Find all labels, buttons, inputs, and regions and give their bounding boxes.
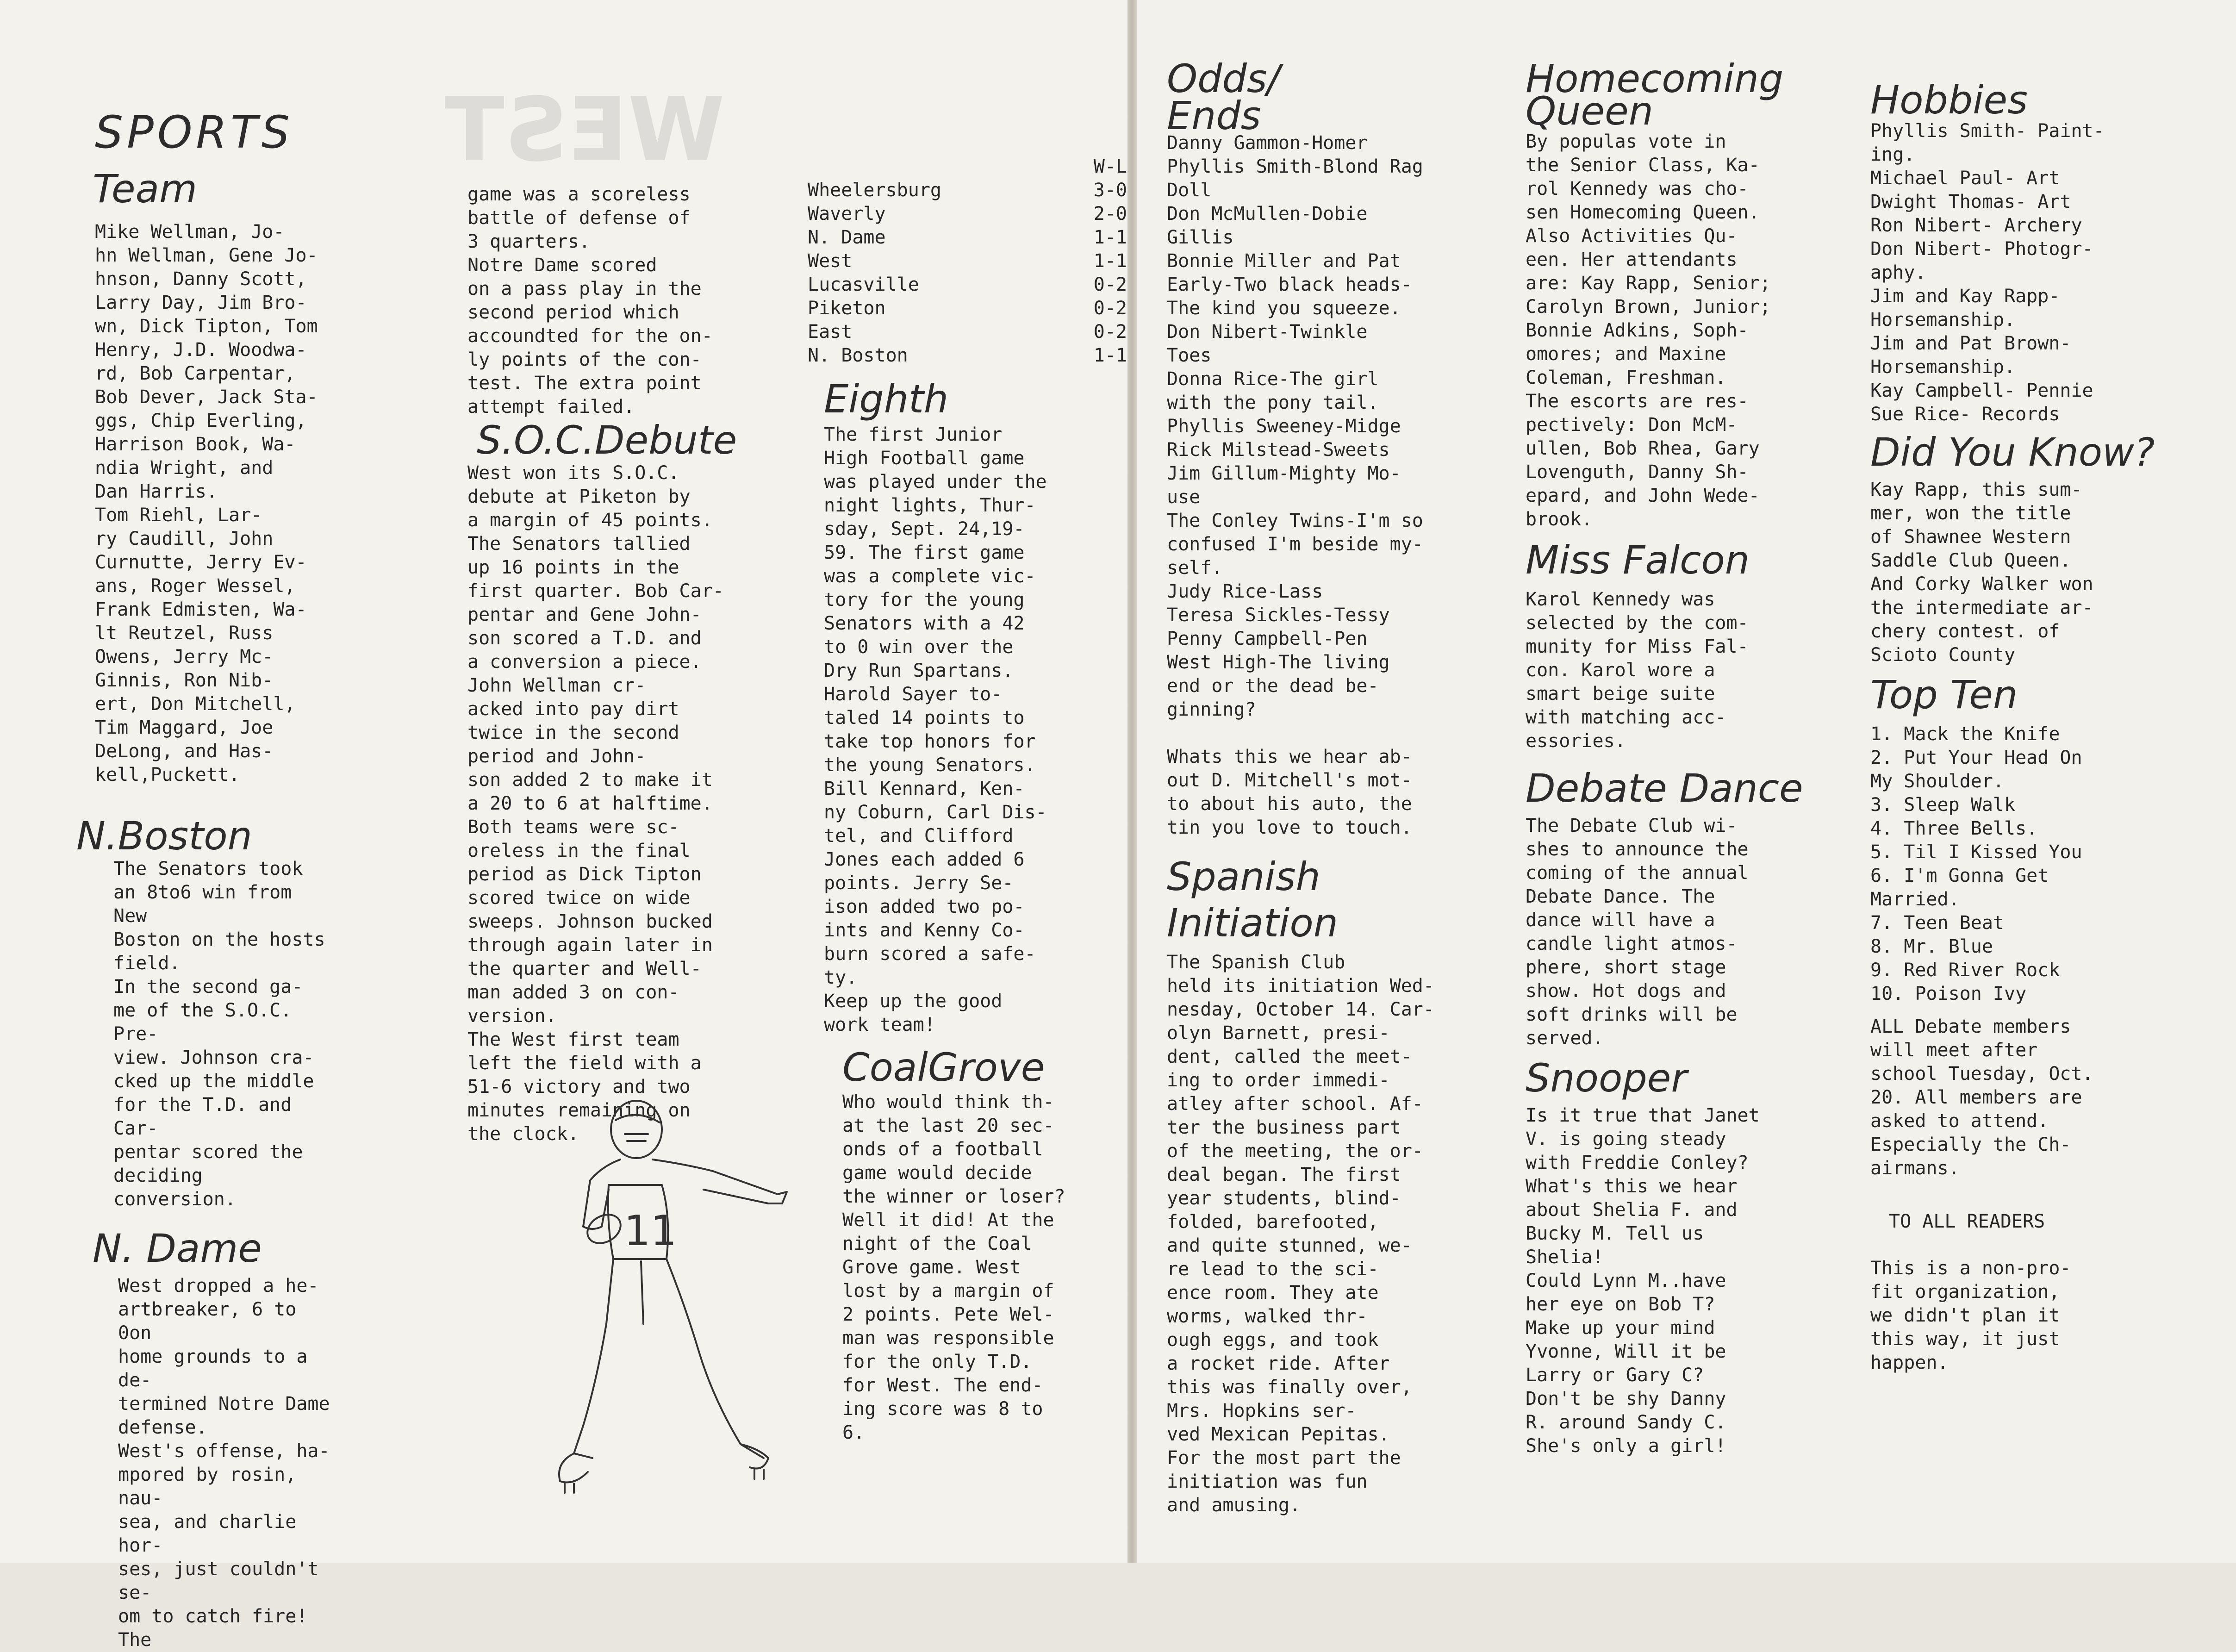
debate-dance-article: The Debate Club wi- shes to announce the coming of the annual Debate Dance. The dance will have a candle light atmos- phere, short stage show. Hot dogs and soft drinks will be served. xyxy=(1526,815,1749,1049)
team-cell: Waverly xyxy=(808,203,886,224)
record-cell: 0-2 xyxy=(1093,298,1127,319)
masthead-title: SPORTS xyxy=(95,106,293,158)
miss-falcon-article: Karol Kennedy was selected by the com- munity for Miss Fal- con. Karol wore a smart beige suite with matching acc- essories. xyxy=(1526,589,1749,752)
n-dame-article: West dropped a he- artbreaker, 6 to 0on home grounds to a de- termined Notre Dame defense. West's offense, ha- mpored by rosin, nau- sea, and charlie hor- ses, just couldn't se- om to catch fire! The xyxy=(118,1275,330,1651)
snooper-column: Is it true that Janet V. is going steady with Freddie Conley? What's this we hear about Shelia F. and Bucky M. Tell us Shelia! Could Lynn M..have her eye on Bob T? Make up your mind Yvonne, Will it be Larry or Gary C? Don't be shy Danny R. around Sandy C. She's only a girl! xyxy=(1526,1105,1760,1457)
binding-gutter xyxy=(1127,0,1137,1563)
table-row xyxy=(808,202,1127,226)
eighth-heading: Eighth xyxy=(824,376,949,422)
table-row xyxy=(808,297,1127,320)
record-cell: 1-1 xyxy=(1093,250,1127,272)
n-dame-continued: game was a scoreless battle of defense of 3 quarters. Notre Dame scored on a pass play in the second period which accoundted for the on- ly points of the con- test. The extra point attempt failed. xyxy=(467,184,713,418)
table-row xyxy=(808,320,1127,344)
right-page xyxy=(1137,0,2236,1563)
did-you-know-article: Kay Rapp, this sum- mer, won the title of Shawnee Western Saddle Club Queen. And Corky Walker won the intermediate ar- chery contest. of Scioto County xyxy=(1870,479,2093,666)
homecoming-queen-heading: Homecoming Queen xyxy=(1526,56,1784,134)
team-cell: Lucasville xyxy=(808,274,919,295)
spanish-initiation-heading: Spanish Initiation xyxy=(1167,854,1339,946)
record-cell: 1-1 xyxy=(1093,227,1127,248)
top-ten-heading: Top Ten xyxy=(1870,672,2018,717)
n-dame-heading: N. Dame xyxy=(93,1226,262,1271)
coal-grove-heading: CoalGrove xyxy=(842,1045,1045,1090)
column-4 xyxy=(1167,56,1500,1517)
odds-ends-heading: Odds/ Ends xyxy=(1167,56,1280,138)
n-boston-article: The Senators took an 8to6 win from New Boston on the hosts field. In the second ga- me of the S.O.C. Pre- view. Johnson cra- cked up the middle for the T.D. and Car- pentar scored the deciding conversion. xyxy=(113,858,325,1210)
team-cell: N. Dame xyxy=(808,227,886,248)
table-row xyxy=(808,344,1127,368)
hobbies-heading: Hobbies xyxy=(1870,77,2028,123)
standings-blank xyxy=(808,155,1063,179)
column-5 xyxy=(1526,56,1840,1458)
football-player-illustration xyxy=(546,1065,833,1537)
table-row xyxy=(808,273,1127,297)
bleed-through-title: WEST xyxy=(444,79,725,181)
readers-heading: TO ALL READERS xyxy=(1889,1211,2045,1232)
record-cell: 3-0 xyxy=(1093,180,1127,201)
readers-note: This is a non-pro- fit organization, we didn't plan it this way, it just happen. xyxy=(1870,1258,2071,1373)
eighth-article: The first Junior High Football game was played under the night lights, Thur- sday, Sept. 24,19- 59. The first game was a complete vic- tory for the young Senators with a 42 to 0 win over the Dry Run Spartans. Harold Sayer to- taled 14 points to take top honors for the young Senators. Bill Kennard, Ken- ny Coburn, Carl Dis- tel, and Clifford Jones each added 6 points. Jerry Se- ison added two po- ints and Kenny Co- burn scored a safe- ty. Keep up the good work team! xyxy=(824,424,1047,1035)
team-cell: Wheelersburg xyxy=(808,180,941,201)
table-row xyxy=(808,179,1127,202)
top-ten-list: 1. Mack the Knife 2. Put Your Head On My Shoulder. 3. Sleep Walk 4. Three Bells. 5. Til I Kissed You 6. I'm Gonna Get Married. 7. Teen Beat 8. Mr. Blue 9. Red River Rock 10. Poison Ivy xyxy=(1870,723,2082,1004)
column-2 xyxy=(467,183,819,1146)
standings-header: W-L xyxy=(1093,156,1127,177)
homecoming-queen-article: By populas vote in the Senior Class, Ka- rol Kennedy was cho- sen Homecoming Queen. Also Activities Qu- een. Her attendants are: Kay Rapp, Senior; Carolyn Brown, Junior; Bonnie Adkins, Soph- omores; and Maxine Coleman, Freshman. The escorts are res- pectively: Don McM- ullen, Bob Rhea, Gary Lovenguth, Danny Sh- epard, and John Wede- brook. xyxy=(1526,131,1771,530)
record-cell: 2-0 xyxy=(1093,203,1127,224)
soc-debute-article: West won its S.O.C. debute at Piketon by a margin of 45 points. The Senators tallied up 16 points in the first quarter. Bob Car- pentar and Gene John- son scored a T.D. and a conversion a piece. John Wellman cr- acked into pay dirt twice in the second period and John- son added 2 to make it a 20 to 6 at halftime. Both teams were sc- oreless in the final period as Dick Tipton scored twice on wide sweeps. Johnson bucked through again later in the quarter and Well- man added 3 on con- version. The West first team left the field with a 51-6 victory and two minutes remaining on the clock. xyxy=(467,462,724,1145)
snooper-heading: Snooper xyxy=(1526,1055,1687,1101)
team-cell: West xyxy=(808,250,853,272)
odds-ends-list: Danny Gammon-Homer Phyllis Smith-Blond Rag Doll Don McMullen-Dobie Gillis Bonnie Miller and Pat Early-Two black heads- The kind you squeeze. Don Nibert-Twinkle Toes Donna Rice-The girl with the pony tail. Phyllis Sweeney-Midge Rick Milstead-Sweets Jim Gillum-Mighty Mo- use The Conley Twins-I'm so confused I'm beside my- self. Judy Rice-Lass Teresa Sickles-Tessy Penny Campbell-Pen West High-The living end or the dead be- ginning? Whats this we hear ab- out D. Mitchell's mot- to about his auto, the tin you love to touch. xyxy=(1167,132,1423,838)
record-cell: 1-1 xyxy=(1093,345,1127,366)
svg-text:11: 11 xyxy=(624,1207,677,1255)
table-row xyxy=(808,249,1127,273)
team-cell: N. Boston xyxy=(808,345,908,366)
record-cell: 0-2 xyxy=(1093,321,1127,343)
record-cell: 0-2 xyxy=(1093,274,1127,295)
did-you-know-heading: Did You Know? xyxy=(1870,430,2155,475)
miss-falcon-heading: Miss Falcon xyxy=(1526,537,1750,583)
team-cell: East xyxy=(808,321,853,343)
hobbies-list: Phyllis Smith- Paint- ing. Michael Paul- Art Dwight Thomas- Art Ron Nibert- Archery Don Nibert- Photogr- aphy. Jim and Kay Rapp- Horsemanship. Jim and Pat Brown- Horsemanship. Kay Campbell- Pennie Sue Rice- Records xyxy=(1870,120,2105,425)
spanish-initiation-article: The Spanish Club held its initiation Wed- nesday, October 14. Car- olyn Barnett, presi- dent, called the meet- ing to order immedi- atley after school. Af- ter the business part of the meeting, the or- deal began. The first year students, blind- folded, barefooted, and quite stunned, we- re lead to the sci- ence room. They ate worms, walked thr- ough eggs, and took a rocket ride. After this was finally over, Mrs. Hopkins ser- ved Mexican Pepitas. For the most part the initiation was fun and amusing. xyxy=(1167,952,1434,1516)
column-6 xyxy=(1870,79,2194,1375)
soc-debute-heading: S.O.C.Debute xyxy=(477,418,737,463)
team-cell: Piketon xyxy=(808,298,886,319)
n-boston-heading: N.Boston xyxy=(76,813,252,859)
league-standings xyxy=(808,155,1127,368)
team-heading: Team xyxy=(93,166,197,212)
debate-meeting-notice: ALL Debate members will meet after school Tuesday, Oct. 20. All members are asked to attend. Especially the Ch- airmans. xyxy=(1870,1016,2093,1179)
coal-grove-article: Who would think th- at the last 20 sec- onds of a football game would decide the winner or loser? Well it did! At the night of the Coal Grove game. West lost by a margin of 2 points. Pete Wel- man was responsible for the only T.D. for West. The end- ing score was 8 to 6. xyxy=(842,1091,1065,1443)
column-3 xyxy=(808,155,1127,1445)
team-roster: Mike Wellman, Jo- hn Wellman, Gene Jo- hnson, Danny Scott, Larry Day, Jim Bro- wn, Dick Tipton, Tom Henry, J.D. Woodwa- rd, Bob Carpentar, Bob Dever, Jack Sta- ggs, Chip Everling, Harrison Book, Wa- ndia Wright, and Dan Harris. Tom Riehl, Lar- ry Caudill, John Curnutte, Jerry Ev- ans, Roger Wessel, Frank Edmisten, Wa- lt Reutzel, Russ Owens, Jerry Mc- Ginnis, Ron Nib- ert, Don Mitchell, Tim Maggard, Joe DeLong, and Has- kell,Puckett. xyxy=(95,221,318,785)
column-1 xyxy=(76,106,336,1652)
table-row xyxy=(808,226,1127,249)
debate-dance-heading: Debate Dance xyxy=(1526,766,1803,811)
